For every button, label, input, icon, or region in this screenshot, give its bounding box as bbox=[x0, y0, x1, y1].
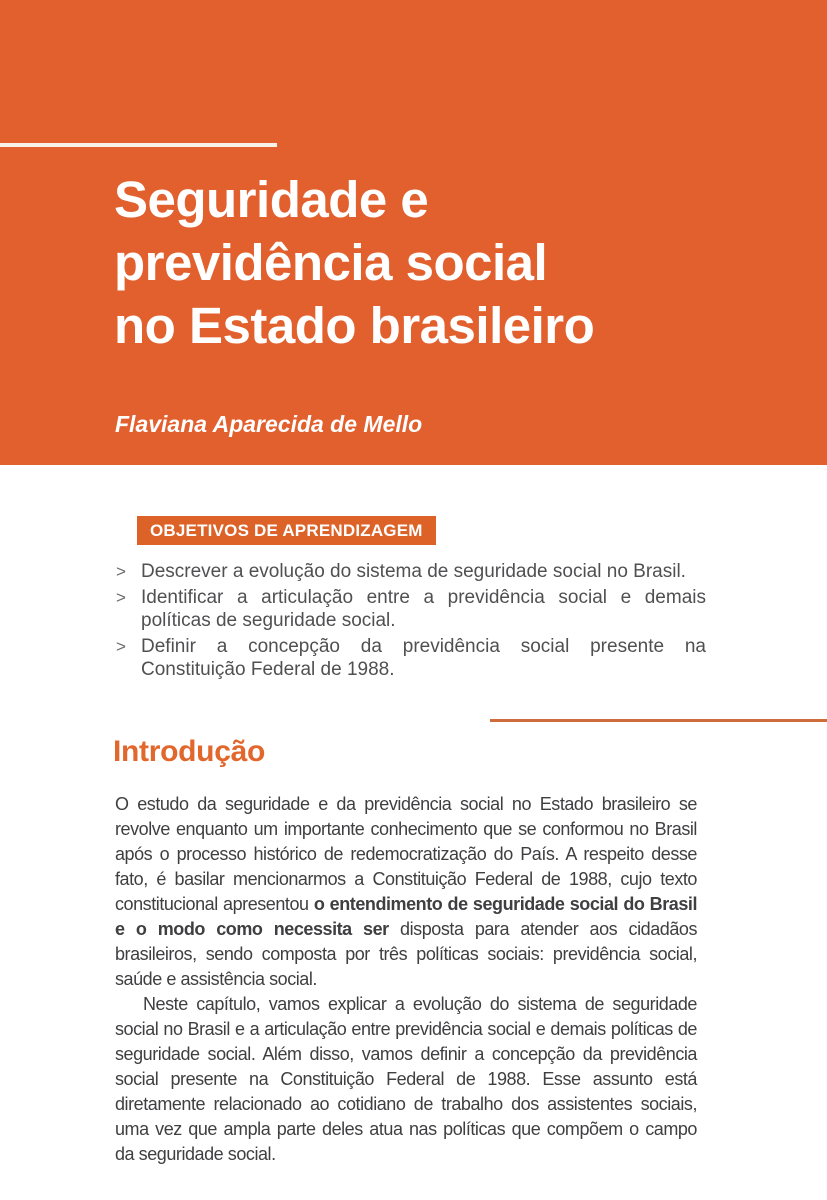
objective-item bbox=[114, 560, 706, 583]
intro-section-heading: Introdução bbox=[113, 735, 265, 768]
intro-paragraph-1 bbox=[115, 792, 697, 992]
intro-paragraph-1-bold: o entendimento de seguridade social do Brasil e o modo como necessita ser bbox=[115, 894, 697, 939]
intro-paragraph-2: Neste capítulo, vamos explicar a evolução do sistema de seguridade social no Brasil e a articulação entre previdência social e demais políticas de seguridade social. Além disso, vamos definir a concepção da previdência social presente na Constituição Federal de 1988. Esse assunto está diretamente relacionado ao cotidiano de trabalho dos assistentes sociais, uma vez que ampla parte deles atua nas políticas que compõem o campo da seguridade social. bbox=[115, 994, 697, 1164]
section-divider-rule bbox=[490, 719, 827, 722]
intro-paragraph-1-post: disposta para atender aos cidadãos brasileiros, sendo composta por três políticas sociais: previdência social, saúde e assistência social. bbox=[115, 919, 697, 989]
chapter-title-line-3: no Estado brasileiro bbox=[114, 297, 595, 354]
objective-text: Definir a concepção da previdência social presente na Constituição Federal de 1988. bbox=[141, 636, 706, 680]
objective-bullet-chevron: > bbox=[116, 637, 126, 656]
intro-paragraph-1-pre: O estudo da seguridade e da previdência social no Estado brasileiro se revolve enquanto um importante conhecimento que se conformou no Brasil após o processo histórico de redemocratização do País. A respeito desse fato, é basilar mencionarmos a Constituição Federal de 1988, cujo texto constitucional apresentou bbox=[115, 794, 697, 914]
chapter-title-line-2: previdência social bbox=[114, 234, 548, 291]
hero-banner bbox=[0, 0, 827, 465]
chapter-title bbox=[114, 168, 754, 357]
objectives-badge: OBJETIVOS DE APRENDIZAGEM bbox=[137, 516, 436, 545]
objective-item bbox=[114, 635, 706, 681]
objective-item bbox=[114, 586, 706, 632]
objective-text: Identificar a articulação entre a previdência social e demais políticas de seguridade social. bbox=[141, 587, 706, 631]
chapter-title-line-1: Seguridade e bbox=[114, 171, 429, 228]
chapter-author: Flaviana Aparecida de Mello bbox=[115, 411, 423, 437]
objective-bullet-chevron: > bbox=[116, 588, 126, 607]
hero-rule bbox=[0, 143, 277, 147]
intro-body bbox=[115, 792, 697, 1167]
objective-bullet-chevron: > bbox=[116, 562, 126, 581]
objectives-list bbox=[114, 560, 706, 684]
objective-text: Descrever a evolução do sistema de seguridade social no Brasil. bbox=[141, 561, 686, 582]
